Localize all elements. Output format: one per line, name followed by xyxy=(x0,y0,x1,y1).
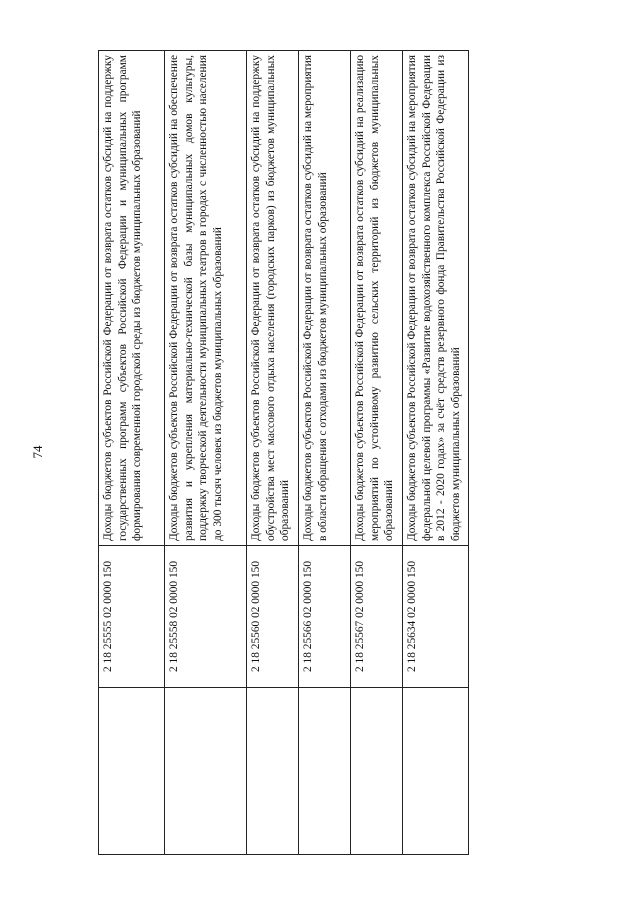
budget-code-cell: 2 18 25567 02 0000 150 xyxy=(351,546,403,688)
table-row xyxy=(403,51,469,855)
table-row xyxy=(165,51,247,855)
table-row xyxy=(351,51,403,855)
table-row xyxy=(247,51,299,855)
description-cell: Доходы бюджетов субъектов Российской Федерации от возврата остатков субсидий на реализацию мероприятий по устойчивому развитию сельских территорий из бюджетов муниципальных образований xyxy=(351,51,403,546)
empty-cell xyxy=(99,688,165,855)
table-row xyxy=(99,51,165,855)
description-cell: Доходы бюджетов субъектов Российской Федерации от возврата остатков субсидий на мероприятия федеральной целевой программы «Развитие водохозяйственного комплекса Российской Федерации в 2012 - 2020 годах» за счёт средств резервного фонда Правительства Российской Федерации из бюджетов муниципальных образований xyxy=(403,51,469,546)
empty-cell xyxy=(351,688,403,855)
budget-code-cell: 2 18 25555 02 0000 150 xyxy=(99,546,165,688)
description-cell: Доходы бюджетов субъектов Российской Федерации от возврата остатков субсидий на поддержку обустройства мест массового отдыха населения (городских парков) из бюджетов муниципальных образований xyxy=(247,51,299,546)
description-cell: Доходы бюджетов субъектов Российской Федерации от возврата остатков субсидий на обеспечение развития и укрепления материально-технической базы муниципальных домов культуры, поддержку творческой деятельности муниципальных театров в городах с численностью населения до 300 тысяч человек из бюджетов муниципальных образований xyxy=(165,51,247,546)
empty-cell xyxy=(299,688,351,855)
empty-cell xyxy=(165,688,247,855)
page-number: 74 xyxy=(30,445,45,459)
budget-code-cell: 2 18 25558 02 0000 150 xyxy=(165,546,247,688)
budget-code-cell: 2 18 25560 02 0000 150 xyxy=(247,546,299,688)
rotated-table-block xyxy=(98,50,468,855)
empty-cell xyxy=(247,688,299,855)
empty-cell xyxy=(403,688,469,855)
budget-code-cell: 2 18 25634 02 0000 150 xyxy=(403,546,469,688)
description-cell: Доходы бюджетов субъектов Российской Федерации от возврата остатков субсидий на поддержку государственных программ субъектов Российской Федерации и муниципальных программ формирования современной городской среды из бюджетов муниципальных образований xyxy=(99,51,165,546)
description-cell: Доходы бюджетов субъектов Российской Федерации от возврата остатков субсидий на мероприятия в области обращения с отходами из бюджетов муниципальных образований xyxy=(299,51,351,546)
table-row xyxy=(299,51,351,855)
budget-code-cell: 2 18 25566 02 0000 150 xyxy=(299,546,351,688)
income-codes-table xyxy=(98,50,469,855)
